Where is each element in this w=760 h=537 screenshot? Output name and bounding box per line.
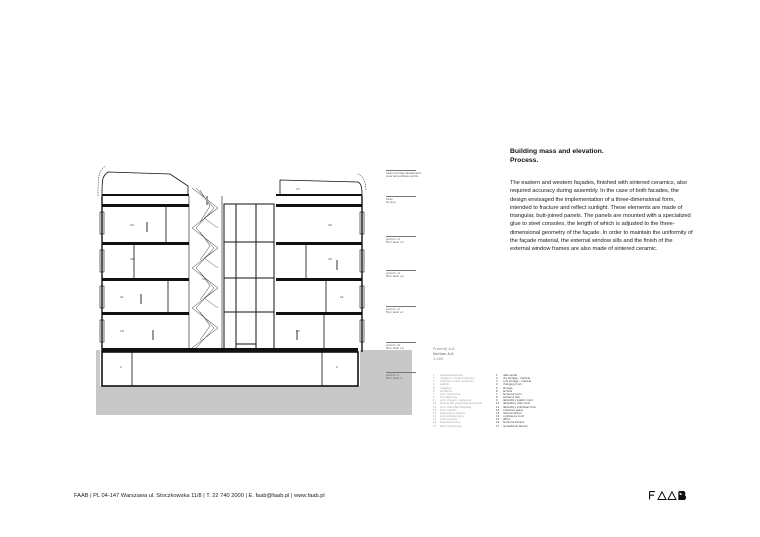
- legend-number: 9: [496, 399, 498, 403]
- legend-number: 6: [496, 389, 498, 393]
- legend-number: 15: [433, 418, 437, 422]
- legend-label: archiwum: [440, 389, 453, 393]
- legend-label: data center: [503, 374, 518, 377]
- legend-label: zasilania/zaplecze: [440, 374, 463, 377]
- room-number: 17: [296, 187, 300, 191]
- legend-number: 10: [496, 402, 500, 406]
- legend-number: 16: [496, 421, 500, 425]
- legend-label: magazyn / ścieki medyczne: [440, 377, 475, 381]
- legend-label: pom. przygot. medyczne: [440, 399, 472, 403]
- legend-label: office: [503, 418, 510, 422]
- legend-label: główne lab. przyjmowania próbek: [440, 402, 483, 406]
- legend-label: recreational terrace: [503, 424, 528, 428]
- legend-english: [496, 374, 556, 428]
- footer-contact: FAAB | PL 04-147 Warszawa ul. Stoczkowska 11/8 | T. 22 740 2000 | E. faab@faab.pl | www.faab.pl: [74, 493, 325, 499]
- level-label-line: poziom +3: [386, 237, 401, 241]
- legend-label: magazyn: [440, 386, 452, 390]
- level-label-line: taras: [386, 197, 393, 201]
- room-number: 14: [120, 329, 124, 333]
- people-figures: [140, 196, 338, 340]
- room-number: 13: [202, 277, 206, 281]
- room-number: 10: [328, 223, 332, 227]
- legend-number: 7: [496, 392, 498, 396]
- legend-number: 8: [433, 396, 435, 400]
- section-heading-line: Building mass and elevation.: [510, 148, 604, 155]
- level-label-line: poziom +0: [386, 343, 401, 347]
- basement-outline: [102, 352, 358, 386]
- faab-logo: [649, 491, 687, 500]
- legend-number: 4: [496, 383, 498, 387]
- legend-label: internal atrium: [503, 411, 522, 415]
- legend-number: 1: [433, 374, 435, 377]
- drawing-title-english: Section A-A: [433, 352, 454, 356]
- legend-number: 1: [496, 374, 498, 377]
- core-shafts: [224, 204, 274, 350]
- legend-number: 14: [433, 415, 437, 419]
- legend-row: [433, 425, 493, 428]
- legend-number: 11: [496, 405, 500, 409]
- legend-label: conference room: [503, 415, 525, 419]
- legend-label: hol wejściowy: [440, 396, 458, 400]
- legend-label: cool storage – medical: [503, 380, 532, 384]
- legend-label: sala konferencyjna: [440, 415, 464, 419]
- legend-label: collective space: [503, 408, 524, 412]
- legend-number: 2: [496, 377, 498, 381]
- floor-slabs: [102, 194, 362, 352]
- legend-label: archive: [503, 389, 513, 393]
- legend-label: changing room: [503, 383, 522, 387]
- legend-number: 8: [496, 396, 498, 400]
- room-number: 12: [296, 329, 300, 333]
- legend-number: 5: [496, 386, 498, 390]
- level-label-line: poziom +1: [386, 307, 401, 311]
- legend-label: taras rekreacyjny: [440, 424, 462, 428]
- walls: [98, 166, 366, 352]
- room-number: 1: [120, 365, 122, 369]
- level-label-line: terrace: [386, 200, 396, 204]
- building-section-drawing: [96, 160, 412, 415]
- level-label-line: poziom +2: [386, 271, 401, 275]
- legend-label: chłodnia / ścieki medyczne: [440, 380, 474, 384]
- legend-number: 11: [433, 405, 437, 409]
- legend-number: 17: [496, 424, 500, 428]
- legend-label: pom. wielostanowiskowe: [440, 405, 472, 409]
- legend-number: 5: [433, 386, 435, 390]
- level-label-zero: [386, 342, 434, 350]
- room-number: 11: [120, 295, 124, 299]
- legend-label: pokój biurowy: [440, 418, 458, 422]
- legend-label: laboratory individual room: [503, 405, 537, 409]
- level-label-plus1: [386, 306, 434, 314]
- legend-number: 16: [433, 421, 437, 425]
- legend-polish: [433, 374, 493, 428]
- legend-number: 12: [433, 408, 437, 412]
- level-label-line: floor level +1: [386, 310, 404, 314]
- level-label-plus2: [386, 270, 434, 278]
- legend-row: [496, 425, 556, 428]
- legend-number: 13: [496, 411, 500, 415]
- legend-number: 15: [496, 418, 500, 422]
- section-heading-line: Process.: [510, 157, 539, 164]
- room-number: 10: [130, 223, 134, 227]
- legend-label: technical terrace: [503, 421, 525, 425]
- text-block: [510, 147, 694, 254]
- legend-number: 14: [496, 415, 500, 419]
- section-heading: [510, 147, 694, 165]
- level-label-line: floor level +2: [386, 274, 404, 278]
- room-number: 15: [328, 257, 332, 261]
- legend-label: entrance hall: [503, 396, 520, 400]
- level-label-ridge: [386, 170, 434, 178]
- legend-label: storage: [503, 386, 513, 390]
- section-body: The eastern and western façades, finished with sintered ceramics, also required accuracy during assembly. In the case of both facades, the design envisaged the implementation of a three-dimensional form, intended to fracture and reflect sunlight. These elements are made of triangular, butt-joined panels. The panels are mounted with a specialized glue to steel consoles, the length of which is adjusted to the three-dimensional geometry of the façade. In order to maintain the uniformity of the façade material, the external window sills and the finish of the external window frames are also made of sintered ceramic.: [510, 180, 693, 253]
- legend-label: technical room: [503, 392, 522, 396]
- legend-number: 4: [433, 383, 435, 387]
- legend-number: 17: [433, 424, 437, 428]
- legend-number: 7: [433, 392, 435, 396]
- drawing-title-polish: Przekrój A-A: [433, 347, 455, 351]
- level-label-line: poziom -1: [386, 373, 399, 377]
- legend-number: 12: [496, 408, 500, 412]
- legend-label: pom. techniczne: [440, 392, 461, 396]
- legend-label: szatnia: [440, 383, 449, 387]
- drawing-scale: 1:200: [433, 357, 444, 361]
- legend-number: 6: [433, 389, 435, 393]
- legend-label: laboratory main room: [503, 402, 531, 406]
- legend-label: laboratory logistic room: [503, 399, 533, 403]
- level-label-line: floor level +0: [386, 346, 404, 350]
- legend-number: 9: [433, 399, 435, 403]
- drawing-title: [433, 347, 493, 362]
- room-number: 16: [130, 257, 134, 261]
- level-label-line: view terrace/taras widok.: [386, 174, 419, 178]
- room-number: 2: [336, 365, 338, 369]
- level-label-terrace: [386, 196, 434, 204]
- legend-label: pom. szkoleń: [440, 408, 457, 412]
- legend-number: 3: [433, 380, 435, 384]
- level-label-minus1: [386, 372, 434, 380]
- legend-number: 10: [433, 402, 437, 406]
- level-label-line: kalenica/ridge daszka/dach: [386, 171, 422, 175]
- legend-number: 13: [433, 411, 437, 415]
- legend-number: 2: [433, 377, 435, 381]
- legend-number: 3: [496, 380, 498, 384]
- atrium-stair-structure: [189, 188, 222, 352]
- level-label-line: floor level -1: [386, 376, 403, 380]
- room-number: 11: [340, 295, 344, 299]
- legend-label: taras techniczny: [440, 421, 461, 425]
- level-label-plus3: [386, 236, 434, 244]
- level-label-line: floor level +3: [386, 240, 404, 244]
- legend-label: wewnętrzna kaplica: [440, 411, 465, 415]
- legend-label: dry storage – medical: [503, 377, 531, 381]
